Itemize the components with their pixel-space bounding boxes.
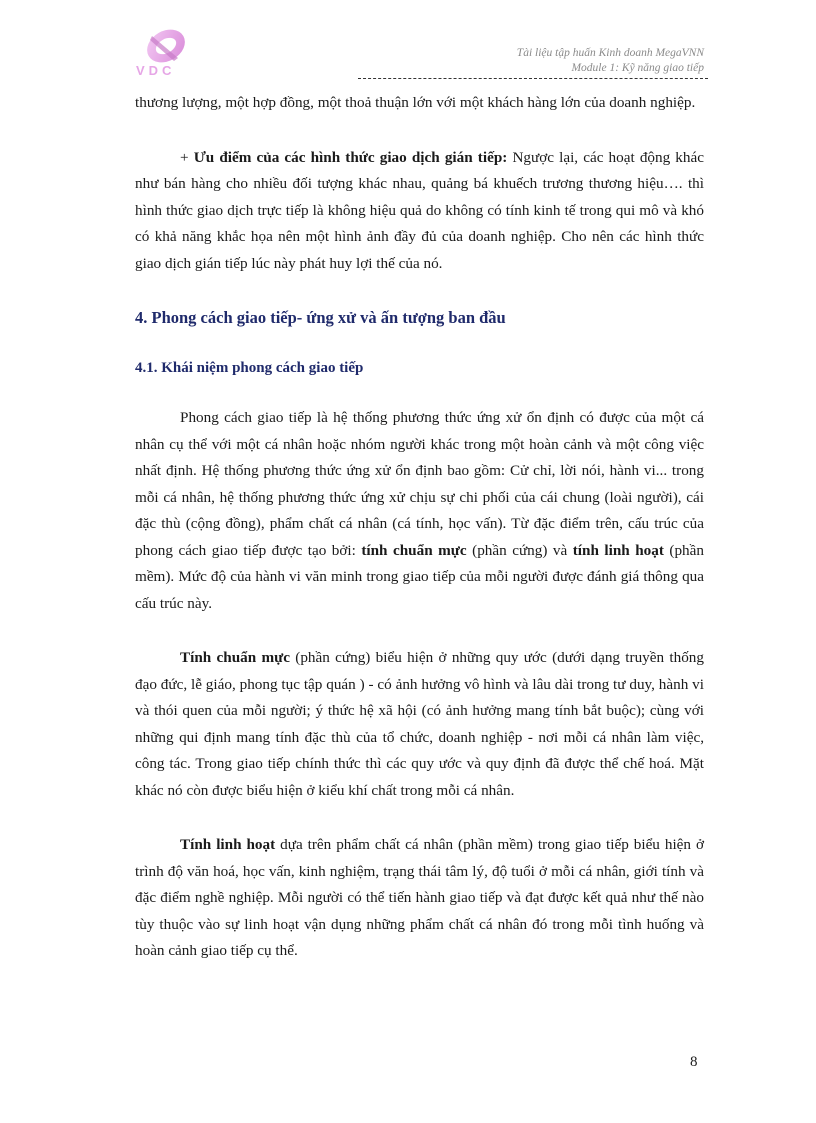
paragraph-text: (phần cứng) và (466, 541, 573, 559)
bold-term-indirect: Ưu điểm của các hình thức giao dịch gián tiếp: (193, 148, 508, 166)
bullet-plus: + (180, 148, 194, 166)
subsection-heading: 4.1. Khái niệm phong cách giao tiếp (135, 360, 364, 376)
header-line-2: Module 1: Kỹ năng giao tiếp (571, 62, 704, 74)
page-number: 8 (690, 1054, 698, 1070)
paragraph-text: dựa trên phẩm chất cá nhân (phần mềm) trong giao tiếp biểu hiện ở trình độ văn hoá, học vấn, kinh nghiệm, trạng thái tâm lý, độ tuổi ở mỗi cá nhân, giới tính và đặc điểm nghề nghiệp. Mỗi người có thể tiến hành giao tiếp và đạt được kết quả như thế nào tùy thuộc vào sự linh hoạt vận dụng những phẩm chất cá nhân đó trong mỗi tình huống và hoàn cảnh giao tiếp cụ thể. (135, 836, 704, 959)
page-header (0, 0, 816, 90)
paragraph-indirect-advantages (135, 145, 704, 278)
paragraph-text: (phần cứng) biểu hiện ở những quy ước (dưới dạng truyền thống đạo đức, lễ giáo, phong tục tập quán ) - có ảnh hưởng vô hình và lâu dài trong tư duy, hành vi và thói quen của mỗi người; ý thức hệ xã hội (có ảnh hưởng mang tính bắt buộc); cùng với những qui định mang tính đặc thù của tổ chức, doanh nghiệp - nơi mỗi cá nhân làm việc, công tác. Trong giao tiếp chính thức thì các quy ước và quy định đã được thể chế hoá. Mặt khác nó còn được biểu hiện ở kiểu khí chất trong mỗi cá nhân. (135, 649, 704, 799)
paragraph-text: Ngược lại, các hoạt động khác như bán hàng cho nhiều đối tượng khác nhau, quảng bá khuếch trương thương hiệu…. thì hình thức giao dịch trực tiếp là không hiệu quả do không có tính kinh tế trong qui mô và khó có khả năng khắc họa nên một hình ảnh đầy đủ của doanh nghiệp. Cho nên các hình thức giao dịch gián tiếp lúc này phát huy lợi thế của nó. (135, 148, 704, 272)
bold-term-flexible: Tính linh hoạt (180, 836, 276, 853)
document-body (135, 90, 704, 965)
bold-term-standard: Tính chuẩn mực (180, 649, 290, 666)
header-caption (517, 46, 704, 76)
paragraph-flexible (135, 832, 704, 965)
paragraph-continuation: thương lượng, một hợp đồng, một thoả thuận lớn với một khách hàng lớn của doanh nghiệp. (135, 94, 696, 111)
paragraph-text: Phong cách giao tiếp là hệ thống phương thức ứng xử ổn định có được của một cá nhân cụ thể với một cá nhân hoặc nhóm người khác trong một hoàn cảnh và một công việc nhất định. Hệ thống phương thức ứng xử ổn định bao gồm: Cử chỉ, lời nói, hành vi... trong mỗi cá nhân, hệ thống phương thức ứng xử chịu sự chi phối của cái chung (loài người), cái đặc thù (cộng đồng), phẩm chất cá nhân (cá tính, học vấn). Từ đặc điểm trên, cấu trúc của phong cách giao tiếp được tạo bởi: (135, 409, 704, 559)
logo-text: VDC (136, 63, 176, 78)
bold-term-standard: tính chuẩn mực (361, 541, 467, 559)
header-line-1: Tài liệu tập huấn Kinh doanh MegaVNN (516, 47, 704, 59)
paragraph-definition (135, 405, 704, 617)
header-divider (358, 78, 708, 79)
paragraph-text: (phần mềm). Mức độ của hành vi văn minh trong giao tiếp của mỗi người được đánh giá thông qua cấu trúc này. (135, 541, 704, 612)
section-heading: 4. Phong cách giao tiếp- ứng xử và ấn tượng ban đầu (135, 308, 506, 327)
bold-term-flexible: tính linh hoạt (572, 541, 664, 559)
paragraph-standard (135, 645, 704, 804)
